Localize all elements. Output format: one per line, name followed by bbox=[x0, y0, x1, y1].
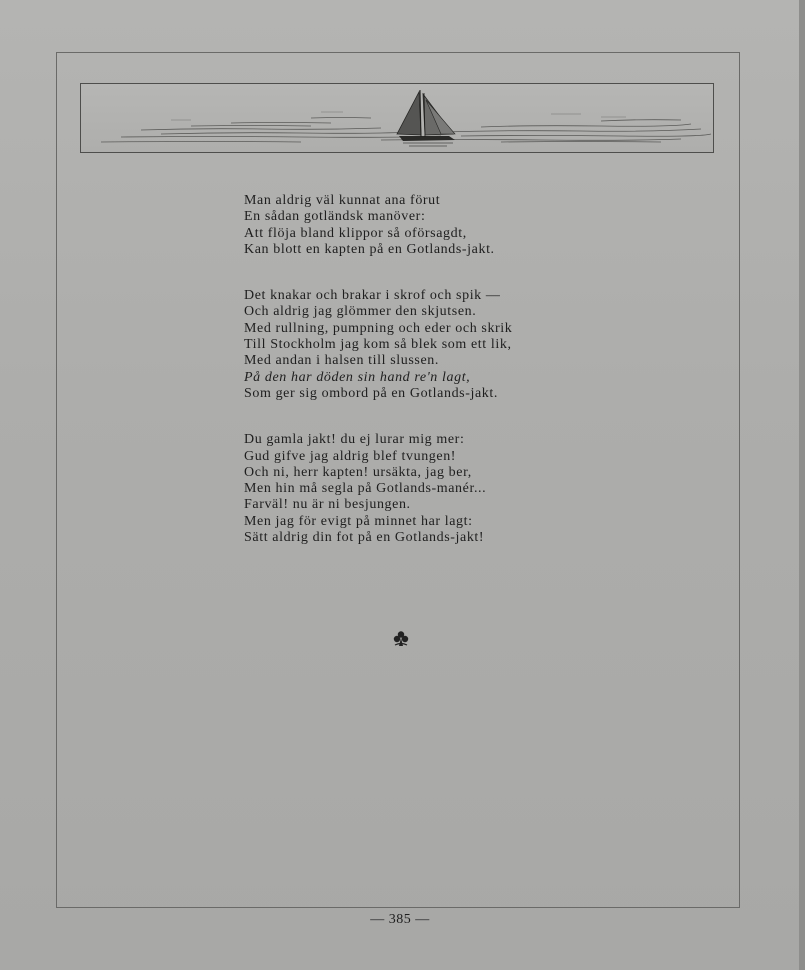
poem-line: Du gamla jakt! du ej lurar mig mer: bbox=[244, 432, 465, 448]
poem-line: Kan blott en kapten på en Gotlands-jakt. bbox=[244, 241, 495, 257]
poem-line-italic: På den har döden sin hand re'n lagt, bbox=[244, 369, 471, 385]
page-number: — 385 — bbox=[370, 912, 430, 927]
stanza-1 bbox=[244, 193, 684, 258]
seascape-vignette bbox=[80, 83, 714, 153]
club-flower-ornament-icon bbox=[391, 629, 411, 649]
poem-line: Med rullning, pumpning och eder och skrik bbox=[244, 320, 513, 336]
stanza-3 bbox=[244, 432, 684, 546]
poem-line: En sådan gotländsk manöver: bbox=[244, 209, 426, 225]
poem-line: Det knakar och brakar i skrof och spik — bbox=[244, 288, 501, 304]
poem-line: Farväl! nu är ni besjungen. bbox=[244, 497, 411, 513]
poem-line: Man aldrig väl kunnat ana förut bbox=[244, 193, 441, 208]
stanza-2 bbox=[244, 288, 684, 402]
poem-line: Att flöja bland klippor så oförsagdt, bbox=[244, 225, 467, 241]
poem-line: Till Stockholm jag kom så blek som ett lik, bbox=[244, 337, 512, 353]
poem-line: Och aldrig jag glömmer den skjutsen. bbox=[244, 304, 477, 320]
poem-line: Som ger sig ombord på en Gotlands-jakt. bbox=[244, 385, 498, 401]
poem-line: Och ni, herr kapten! ursäkta, jag ber, bbox=[244, 464, 472, 480]
poem-line: Gud gifve jag aldrig blef tvungen! bbox=[244, 448, 457, 464]
sailing-ship-icon bbox=[81, 84, 714, 153]
poem bbox=[244, 193, 684, 546]
page-edge-shadow bbox=[799, 0, 805, 970]
poem-line: Men jag för evigt på minnet har lagt: bbox=[244, 513, 473, 529]
poem-line: Med andan i halsen till slussen. bbox=[244, 353, 439, 369]
poem-line: Sätt aldrig din fot på en Gotlands-jakt! bbox=[244, 530, 485, 546]
poem-line: Men hin må segla på Gotlands-manér... bbox=[244, 481, 487, 497]
